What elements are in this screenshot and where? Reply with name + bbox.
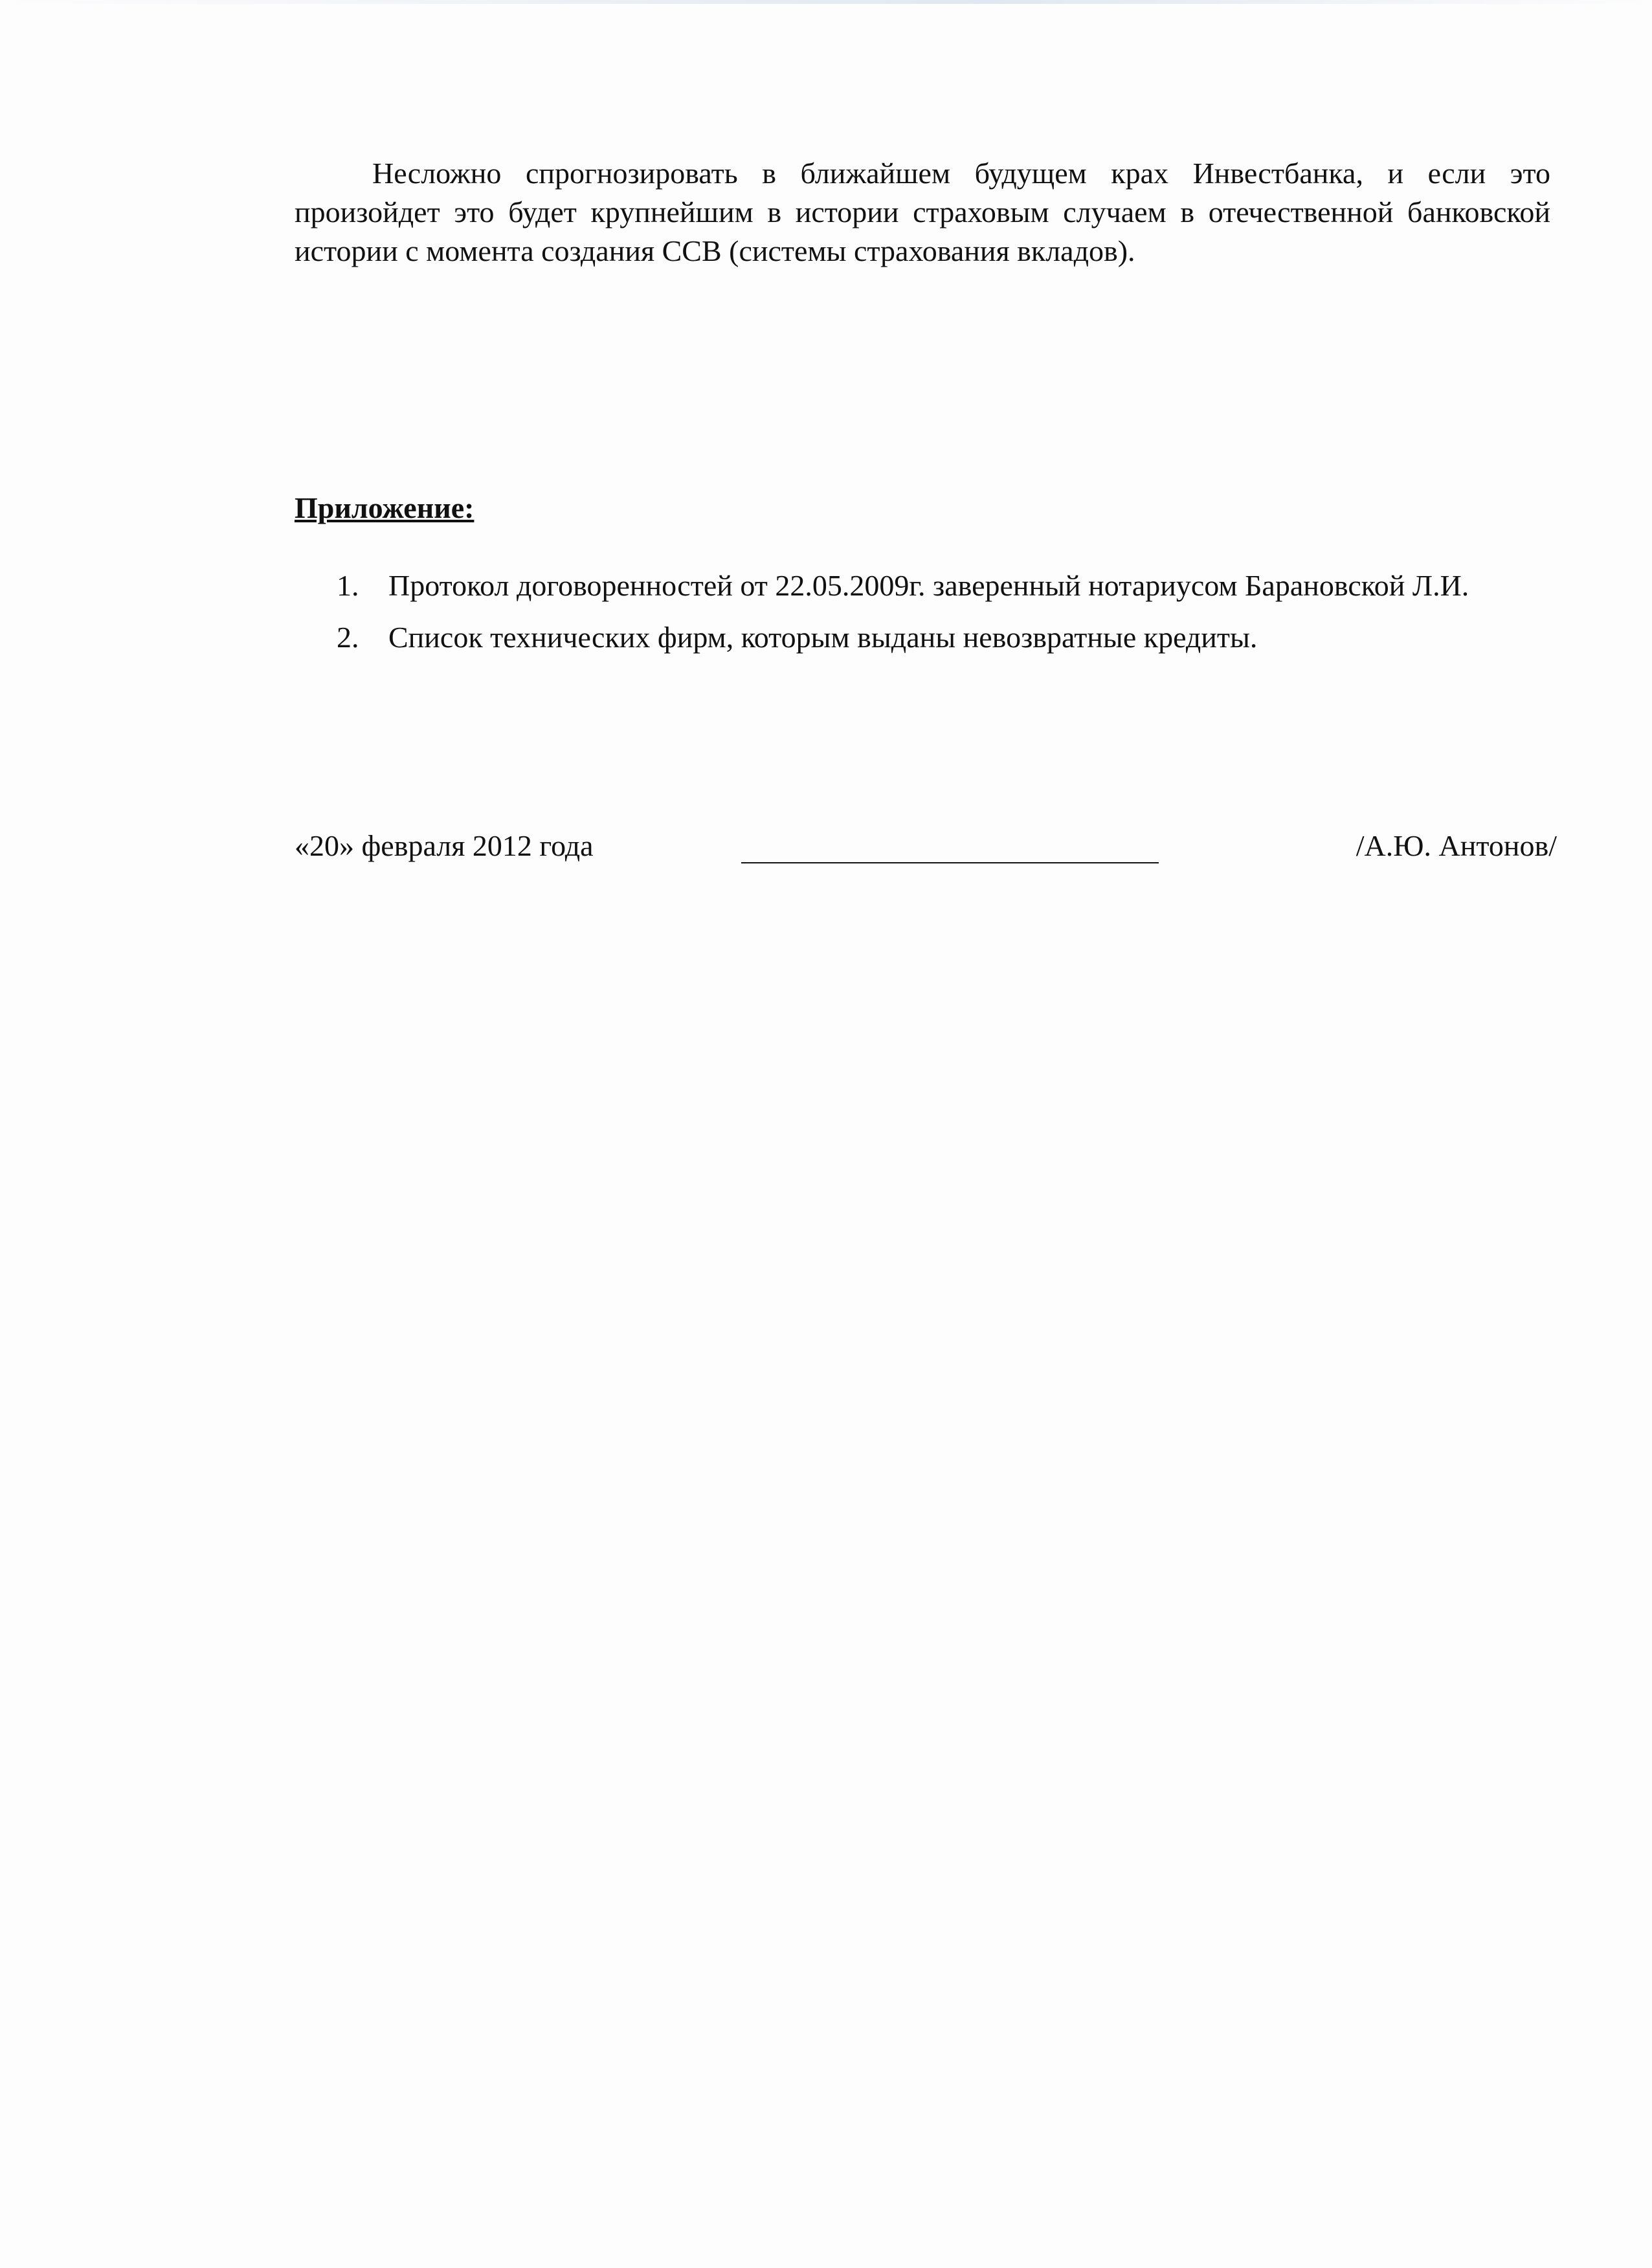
signature-date: «20» февраля 2012 года [295,829,594,862]
body-paragraph: Несложно спрогнозировать в ближайшем будущем крах Инвестбанка, и если это произойдет это будет крупнейшим в истории страховым случаем в отечественной банковской истории с момента создания ССВ (системы страхования вкладов). [295,157,1550,267]
appendix-list [337,566,1556,670]
appendix-item-number: 1. [337,569,359,602]
signatory-name: /А.Ю. Антонов/ [1356,829,1557,862]
signature-line [741,862,1159,863]
appendix-item-text: Протокол договоренностей от 22.05.2009г. заверенный нотариусом Барановской Л.И. [388,569,1469,602]
appendix-item [337,618,1556,657]
appendix-item-number: 2. [337,621,359,654]
appendix-item [337,566,1556,605]
signature-block [295,827,1557,872]
appendix-item-text: Список технических фирм, которым выданы невозвратные кредиты. [388,621,1258,654]
scan-edge [0,0,1652,4]
appendix-heading: Приложение: [295,491,474,524]
